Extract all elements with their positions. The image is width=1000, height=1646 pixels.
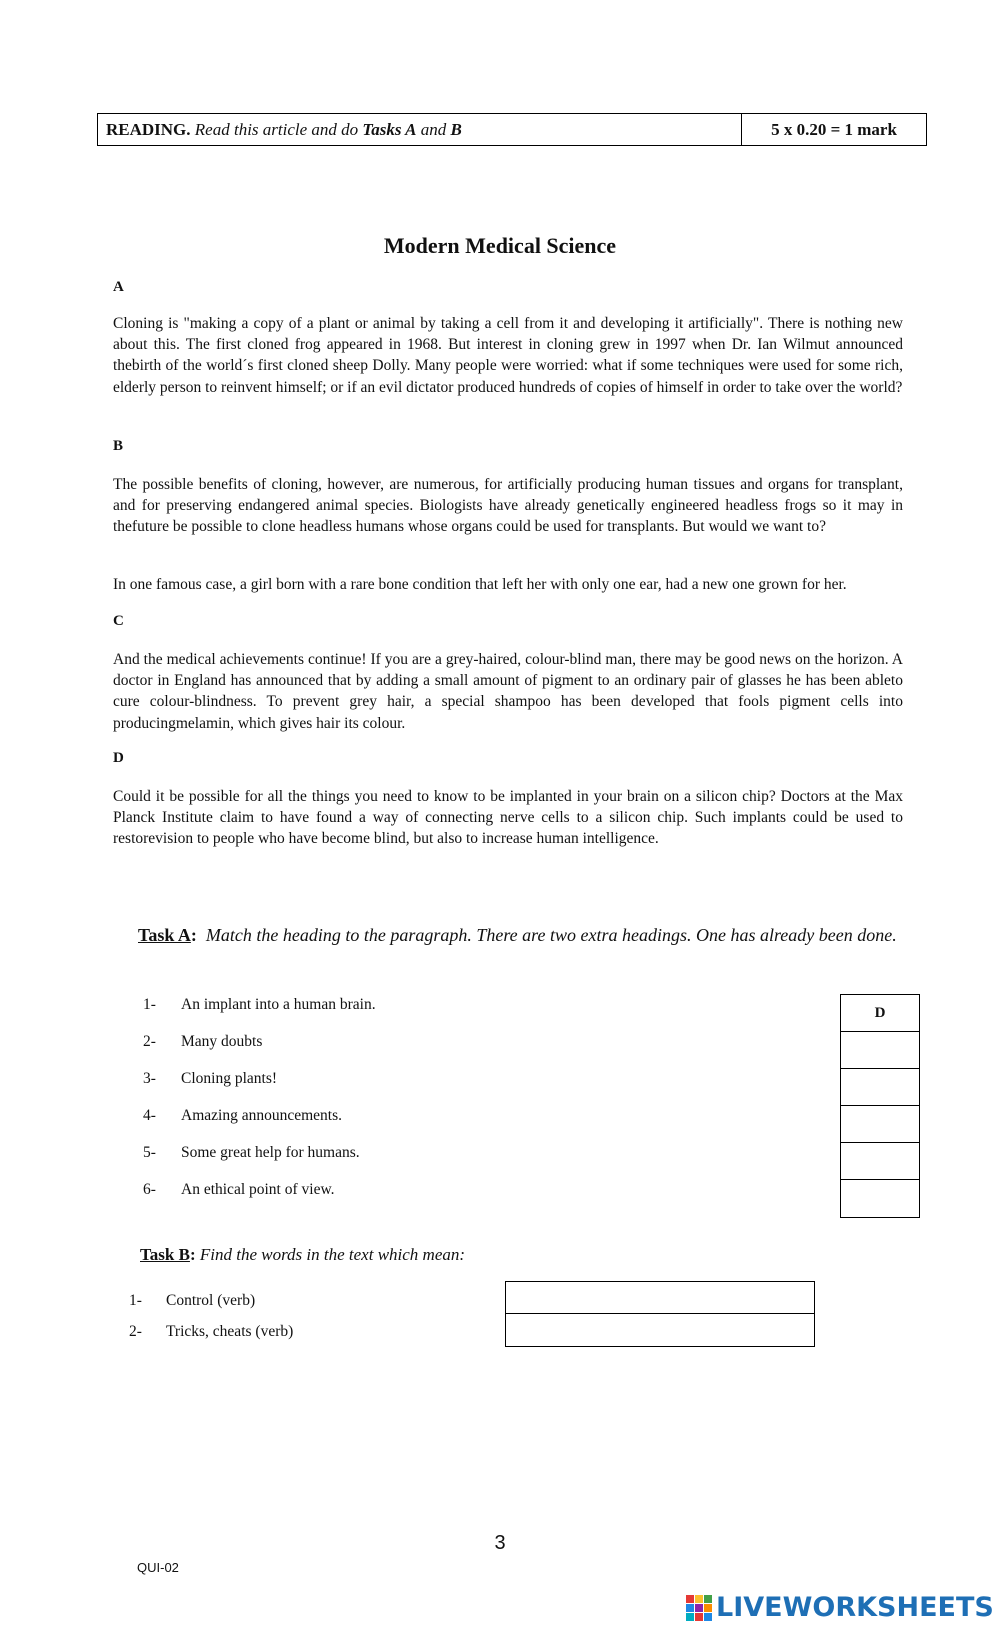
section-letter-d: D	[113, 750, 124, 766]
task-b-answer-box[interactable]	[506, 1282, 814, 1314]
logo-icon	[686, 1595, 712, 1621]
logo-text: LIVEWORKSHEETS	[716, 1592, 994, 1623]
task-b-item-num: 2-	[129, 1323, 142, 1340]
paragraph-b1: The possible benefits of cloning, however, are numerous, for artificially producing human tissues and organs for transplant, and for preserving endangered animal species. Biologists have already genetically engineered headless frogs so it may in thefuture be possible to clone headless humans whose organs could be used for transplants. But would we want to?	[113, 476, 903, 536]
task-b-colon: :	[189, 1245, 196, 1264]
task-a-item-text: Amazing announcements.	[181, 1107, 342, 1124]
task-b-item-text: Control (verb)	[166, 1292, 256, 1309]
task-a-answer-box[interactable]	[841, 1143, 919, 1180]
article-title: Modern Medical Science	[383, 233, 617, 258]
task-b-item-text: Tricks, cheats (verb)	[166, 1323, 294, 1340]
task-a-heading	[138, 925, 897, 946]
task-b-instruction: Find the words in the text which mean:	[199, 1245, 466, 1264]
instruction-text: Read this article and do	[194, 119, 359, 139]
task-a-item-num: 3-	[143, 1070, 156, 1087]
header-box	[97, 113, 927, 146]
liveworksheets-logo	[686, 1592, 994, 1623]
task-a-item-text: An implant into a human brain.	[181, 996, 376, 1013]
task-a-colon: :	[190, 925, 197, 945]
task-a-item-num: 6-	[143, 1181, 156, 1198]
reading-label: READING.	[106, 119, 191, 139]
task-a-item-text: Cloning plants!	[181, 1070, 278, 1087]
task-a-answer-box[interactable]	[841, 1106, 919, 1143]
paragraph-b2: In one famous case, a girl born with a rare bone condition that left her with only one ear, had a new one grown for her.	[113, 576, 847, 593]
task-a-answer-box[interactable]	[841, 1180, 919, 1217]
paragraph-a: Cloning is "making a copy of a plant or animal by taking a cell from it and developing it artificially". There is nothing new about this. The first cloned frog appeared in 1968. But interest in cloning grew in 1997 when Dr. Ian Wilmut announced thebirth of the world´s first cloned sheep Dolly. Many people were worried: what if some techniques were used for some rich, elderly person to reinvent himself; or if an evil dictator produced hundreds of copies of himself in order to take over the world?	[113, 315, 903, 396]
task-a-item-text: An ethical point of view.	[181, 1181, 335, 1198]
task-a-answer-box[interactable]	[841, 1069, 919, 1106]
task-a-item-num: 2-	[143, 1033, 156, 1050]
task-b-answer-box[interactable]	[506, 1314, 814, 1346]
task-a-answer-box[interactable]: D	[841, 995, 919, 1032]
paragraph-d: Could it be possible for all the things you need to know to be implanted in your brain on a silicon chip? Doctors at the Max Planck Institute claim to have found a way of connecting nerve cells to a silicon chip. Such implants could be used to restorevision to people who have become blind, but also to increase human intelligence.	[113, 788, 903, 848]
tasks-a-label: Tasks A	[362, 119, 417, 139]
page-number: 3	[494, 1532, 506, 1554]
paragraph-c: And the medical achievements continue! If you are a grey-haired, colour-blind man, there may be good news on the horizon. A doctor in England has announced that by adding a small amount of pigment to an ordinary pair of glasses he has been ableto cure colour-blindness. To prevent grey hair, a special shampoo has been developed that fools pigment cells into producingmelamin, which gives hair its colour.	[113, 651, 903, 732]
header-instruction	[98, 114, 742, 145]
and-word: and	[420, 119, 447, 139]
task-a-item-text: Many doubts	[181, 1033, 263, 1050]
task-a-label: Task A	[138, 925, 191, 945]
section-letter-b: B	[113, 438, 124, 454]
document-code: QUI-02	[137, 1560, 179, 1575]
task-b-heading	[140, 1245, 465, 1265]
task-a-answer-column	[840, 994, 920, 1218]
b-label: B	[450, 119, 462, 139]
task-a-instruction: Match the heading to the paragraph. There are two extra headings. One has already been done.	[205, 925, 897, 945]
task-a-item-num: 1-	[143, 996, 156, 1013]
task-b-item-num: 1-	[129, 1292, 142, 1309]
task-a-answer-box[interactable]	[841, 1032, 919, 1069]
section-letter-a: A	[113, 279, 124, 295]
task-b-answer-table	[505, 1281, 815, 1347]
marks-value: 5 x 0.20 = 1 mark	[771, 119, 897, 139]
task-a-item-num: 4-	[143, 1107, 156, 1124]
section-letter-c: C	[113, 613, 124, 629]
task-b-label: Task B	[140, 1245, 190, 1264]
task-a-item-text: Some great help for humans.	[181, 1144, 360, 1161]
task-a-item-num: 5-	[143, 1144, 156, 1161]
